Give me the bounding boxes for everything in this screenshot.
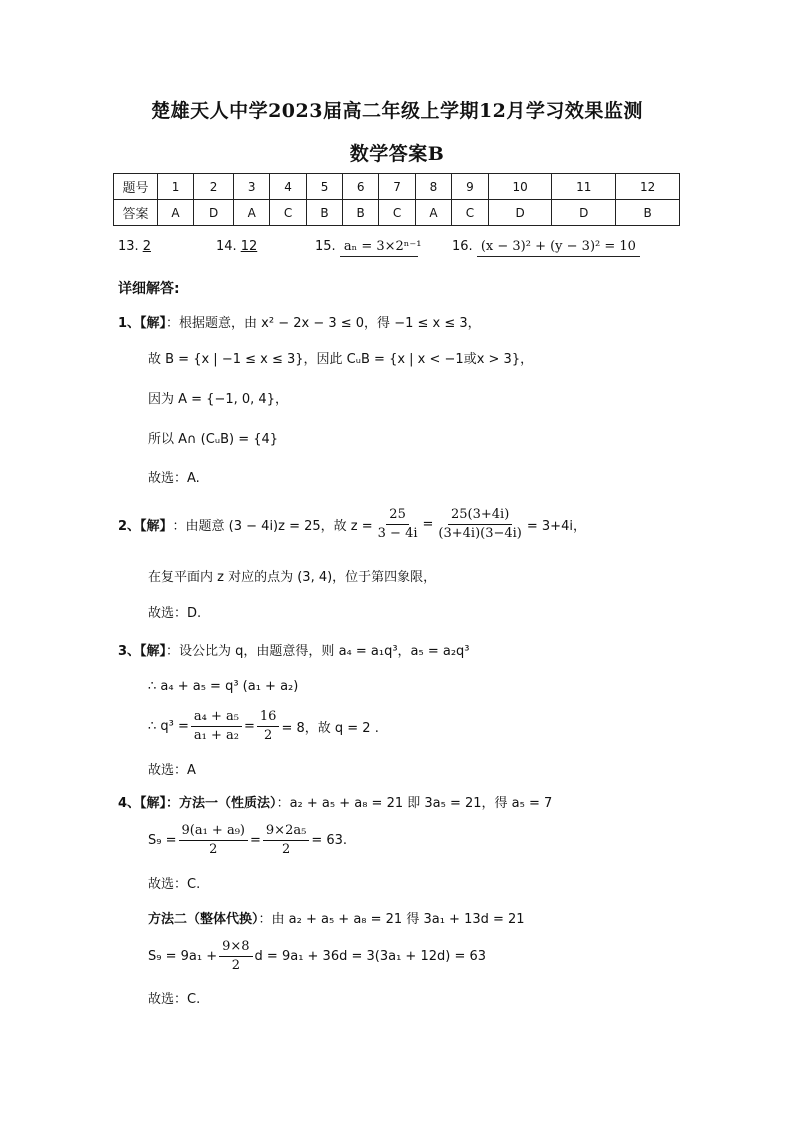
q4-fraction-3 xyxy=(219,938,252,975)
q2-f2-numerator: 25(3+4i) xyxy=(448,506,512,525)
answer-cell: D xyxy=(552,200,616,226)
question-number: 8 xyxy=(415,174,451,200)
q1-head: 1、【解】 xyxy=(118,316,167,331)
q4-method-1: ：方法一（性质法） xyxy=(166,796,277,811)
answer-cell: C xyxy=(452,200,489,226)
q4-text-4: ：由 a₂ + a₅ + a₈ = 21 得 3a₁ + 13d = 21 xyxy=(258,912,525,927)
q4-line-4 xyxy=(148,908,525,927)
q4-f3-denominator: 2 xyxy=(231,958,240,973)
answer-cell: C xyxy=(270,200,307,226)
answer-cell: B xyxy=(616,200,680,226)
q3-line-4: 故选：A xyxy=(148,763,196,778)
fill-in-q16 xyxy=(452,239,640,257)
question-number: 4 xyxy=(270,174,307,200)
q16-label: 16. xyxy=(452,239,473,254)
q4-text-1: ：a₂ + a₅ + a₈ = 21 即 3a₅ = 21，得 a₅ = 7 xyxy=(276,796,553,811)
q4-line-1 xyxy=(118,792,552,811)
q1-text-1: ：根据题意，由 x² − 2x − 3 ≤ 0，得 −1 ≤ x ≤ 3， xyxy=(166,316,481,331)
question-number: 10 xyxy=(488,174,552,200)
q4-text-5b: d = 9a₁ + 36d = 3(3a₁ + 12d) = 63 xyxy=(254,949,487,964)
q4-line-2 xyxy=(148,822,347,859)
q3-fraction-2 xyxy=(257,708,280,745)
answer-cell: C xyxy=(379,200,416,226)
q4-text-2a: S₉ = xyxy=(148,833,177,848)
q14-answer: 12 xyxy=(240,239,258,254)
q4-line-5 xyxy=(148,938,486,975)
q4-method-2: 方法二（整体代换） xyxy=(148,912,259,927)
q3-f1-denominator: a₁ + a₂ xyxy=(193,728,239,743)
q2-line-1 xyxy=(118,506,586,543)
q4-f1-numerator: 9(a₁ + a₉) xyxy=(179,822,249,841)
q4-line-6: 故选：C. xyxy=(148,992,201,1007)
answer-cell: A xyxy=(415,200,451,226)
q4-text-2b: = 63. xyxy=(311,833,348,848)
question-number-row xyxy=(114,174,680,200)
row-label-answer: 答案 xyxy=(114,200,158,226)
answer-table xyxy=(113,173,680,226)
q15-label: 15. xyxy=(315,239,336,254)
fill-in-q15 xyxy=(315,239,422,257)
q4-f1-denominator: 2 xyxy=(209,842,218,857)
q1-line-2: 故 B = {x | −1 ≤ x ≤ 3}，因此 CᵤB = {x | x < −1或x > 3}， xyxy=(148,352,534,367)
q1-line-1 xyxy=(118,312,481,331)
q4-head: 4、【解】 xyxy=(118,796,167,811)
q3-f2-denominator: 2 xyxy=(264,728,273,743)
q3-head: 3、【解】 xyxy=(118,644,167,659)
q2-f1-denominator: 3 − 4i xyxy=(377,526,418,541)
q2-line-2: 在复平面内 z 对应的点为 (3, 4)，位于第四象限， xyxy=(148,570,437,585)
q1-line-4: 所以 A∩ (CᵤB) = {4} xyxy=(148,432,279,447)
q4-f2-denominator: 2 xyxy=(281,842,291,857)
question-number: 5 xyxy=(306,174,342,200)
q3-line-2: ∴ a₄ + a₅ = q³ (a₁ + a₂) xyxy=(148,679,299,694)
q2-f2-denominator: (3+4i)(3−4i) xyxy=(438,526,522,541)
document-title: 楚雄天人中学2023届高二年级上学期12月学习效果监测 xyxy=(151,100,643,122)
document-subtitle: 数学答案B xyxy=(349,143,445,165)
q3-text-3b: = 8，故 q = 2 . xyxy=(281,721,379,736)
q3-text-3a: ∴ q³ = xyxy=(148,719,189,734)
q4-text-5a: S₉ = 9a₁ + xyxy=(148,949,218,964)
question-number: 1 xyxy=(158,174,194,200)
fill-in-q13 xyxy=(118,239,155,254)
q4-fraction-2 xyxy=(263,822,309,859)
question-number: 3 xyxy=(234,174,270,200)
question-number: 11 xyxy=(552,174,616,200)
q2-f1-numerator: 25 xyxy=(386,506,409,525)
q2-text-1b: = 3+4i， xyxy=(526,519,586,534)
q13-label: 13. xyxy=(118,239,139,254)
q1-line-5: 故选：A. xyxy=(148,471,200,486)
q4-fraction-1 xyxy=(179,822,249,859)
q13-answer: 2 xyxy=(142,239,151,254)
q4-equals: = xyxy=(250,833,261,848)
q2-head: 2、【解】 xyxy=(118,519,173,534)
q4-line-3: 故选：C. xyxy=(148,877,201,892)
q2-fraction-1 xyxy=(375,506,421,543)
fill-in-q14 xyxy=(216,239,261,254)
answer-cell: B xyxy=(343,200,379,226)
q2-fraction-2 xyxy=(435,506,524,543)
q3-line-3 xyxy=(148,708,379,745)
question-number: 9 xyxy=(452,174,489,200)
fill-in-answers xyxy=(118,239,678,269)
q3-f2-numerator: 16 xyxy=(257,708,280,727)
q14-label: 14. xyxy=(216,239,237,254)
q2-equals: = xyxy=(422,517,434,532)
q2-line-3: 故选：D. xyxy=(148,606,202,621)
detail-heading: 详细解答: xyxy=(118,281,180,297)
q3-f1-numerator: a₄ + a₅ xyxy=(191,708,242,727)
q4-f2-numerator: 9×2a₅ xyxy=(263,822,309,841)
q2-text-1a: ：由题意 (3 − 4i)z = 25，故 z = xyxy=(172,519,373,534)
question-number: 7 xyxy=(379,174,416,200)
q4-f3-numerator: 9×8 xyxy=(219,938,252,957)
q16-answer: (x − 3)² + (y − 3)² = 10 xyxy=(477,239,640,257)
question-number: 12 xyxy=(616,174,680,200)
q3-fraction-1 xyxy=(191,708,242,745)
answer-row xyxy=(114,200,680,226)
answer-cell: A xyxy=(234,200,270,226)
answer-cell: D xyxy=(194,200,234,226)
q1-line-3: 因为 A = {−1, 0, 4}， xyxy=(148,392,288,407)
answer-cell: B xyxy=(306,200,342,226)
q3-text-1: ：设公比为 q，由题意得，则 a₄ = a₁q³，a₅ = a₂q³ xyxy=(166,644,470,659)
answer-cell: D xyxy=(488,200,552,226)
question-number: 2 xyxy=(194,174,234,200)
q3-equals: = xyxy=(244,719,255,734)
row-label-number: 题号 xyxy=(114,174,158,200)
answer-cell: A xyxy=(158,200,194,226)
q15-answer: aₙ = 3×2ⁿ⁻¹ xyxy=(340,239,418,257)
q3-line-1 xyxy=(118,640,470,659)
question-number: 6 xyxy=(343,174,379,200)
